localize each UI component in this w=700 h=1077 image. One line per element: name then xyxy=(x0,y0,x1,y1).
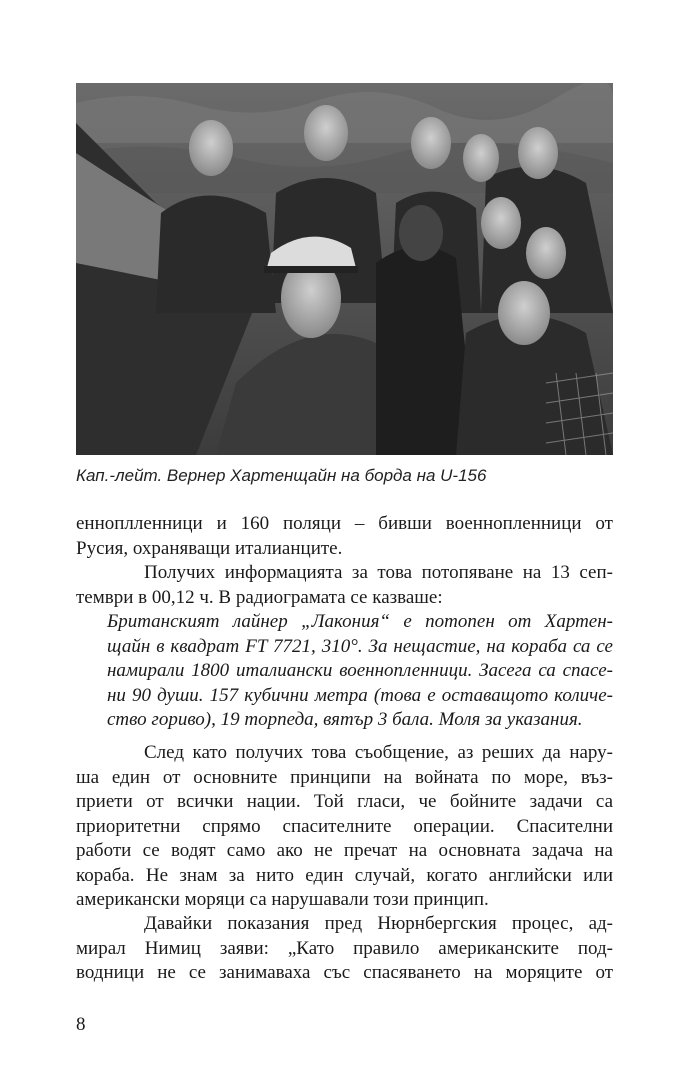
text-line: енноплленници и 160 поляци – бивши военнопленници от xyxy=(76,513,613,534)
text-line: приоритетни спрямо спасителните операции. Спасителни xyxy=(76,815,613,837)
quote-line: Британският лайнер „Лакония“ е потопен от Хартен- xyxy=(107,611,613,632)
paragraph-nimitz xyxy=(76,912,613,986)
radiogram-quote xyxy=(76,610,613,733)
text-line: ша един от основните принципи на войната по море, въз- xyxy=(76,766,613,788)
text-line: кораба. Не знам за нито един случай, когато английски или xyxy=(76,864,613,886)
quote-line: щайн в квадрат FT 7721, 310°. За нещастие, на кораба са се xyxy=(107,635,613,657)
page-number: 8 xyxy=(76,1014,86,1035)
text-line: работи се водят само ако не пречат на основната задача на xyxy=(76,840,613,861)
text-line: тември в 00,12 ч. В радиограмата се казваше: xyxy=(76,586,443,608)
paragraph-radiogram-intro xyxy=(76,561,613,610)
text-line: Русия, охраняващи италианците. xyxy=(76,537,343,559)
text-line: Получих информацията за това потопяване на 13 сеп- xyxy=(144,562,613,583)
quote-line: ство гориво), 19 торпеда, вятър 3 бала. Моля за указания. xyxy=(107,709,583,730)
text-line: водници не се занимаваха със спасяването на моряците от xyxy=(76,962,613,983)
text-line: мирал Нимиц заяви: „Като правило американските под- xyxy=(76,937,613,959)
paragraph-decision xyxy=(76,741,613,913)
quote-line: намирали 1800 италиански военнопленници. Засега са спасе- xyxy=(107,660,613,681)
text-line: След като получих това съобщение, аз реших да нару- xyxy=(144,742,613,763)
quote-line: ни 90 души. 157 кубични метра (това е оставащото количе- xyxy=(107,684,613,706)
photo-image xyxy=(76,83,613,455)
paragraph-continuation xyxy=(76,512,613,561)
text-line: Давайки показания пред Нюрнбергския процес, ад- xyxy=(144,913,613,934)
figure-caption: Кап.-лейт. Вернер Хартенщайн на борда на U-156 xyxy=(76,466,487,485)
text-line: американски моряци са нарушавали този принцип. xyxy=(76,889,489,910)
photo-crew-on-deck xyxy=(76,83,613,455)
text-line: приети от всички нации. Той гласи, че бойните задачи са xyxy=(76,791,613,812)
